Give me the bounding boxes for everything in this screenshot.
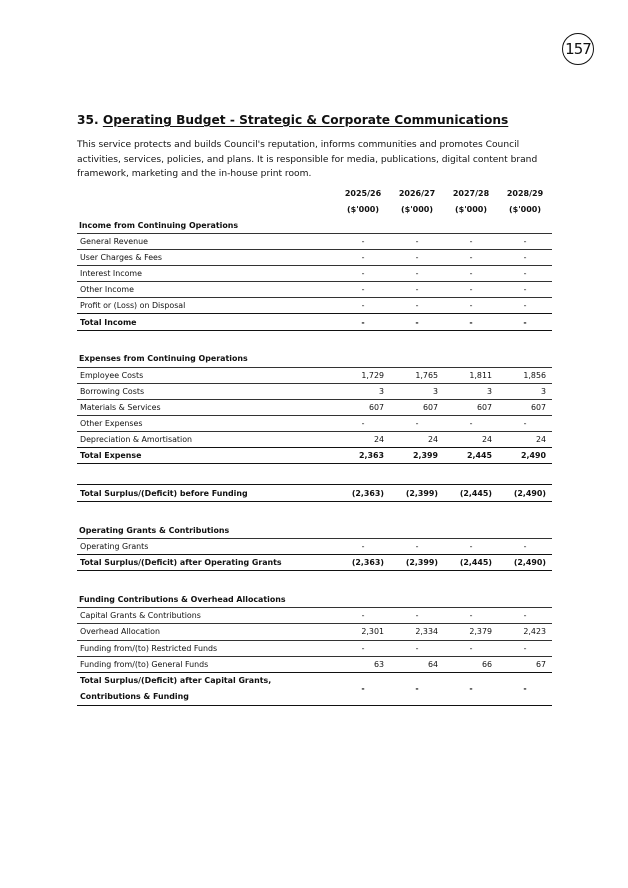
value-cell: -: [498, 266, 552, 282]
section-heading: Income from Continuing Operations: [79, 220, 239, 230]
table-row: [77, 250, 552, 266]
value-cell: 1,765: [390, 367, 444, 383]
column-unit: ($'000): [346, 204, 380, 214]
table-row: [77, 539, 552, 555]
section-number: 35.: [77, 113, 99, 127]
spacer-row: [77, 464, 552, 485]
value-cell: 3: [390, 383, 444, 399]
value-cell: -: [390, 298, 444, 314]
table-row: [77, 234, 552, 250]
value-cell: 24: [336, 431, 390, 447]
value-cell: -: [444, 608, 498, 624]
table-row: [77, 624, 552, 640]
value-cell: 2,423: [498, 624, 552, 640]
section-heading-row: [77, 591, 552, 608]
value-cell: 64: [390, 656, 444, 672]
total-income-row: [77, 314, 552, 330]
value-cell: -: [444, 415, 498, 431]
row-label: Total Expense: [77, 448, 336, 464]
section-title: Operating Budget - Strategic & Corporate Communications: [102, 113, 509, 127]
value-cell: -: [498, 608, 552, 624]
spacer-cell: [77, 502, 552, 523]
value-cell: 2,379: [444, 624, 498, 640]
surplus-after-grants-row: [77, 555, 552, 571]
column-unit: ($'000): [454, 204, 488, 214]
value-cell: -: [498, 539, 552, 555]
spacer-row: [77, 330, 552, 351]
row-label: Capital Grants & Contributions: [77, 608, 336, 624]
value-cell: -: [336, 314, 390, 330]
value-cell: -: [444, 640, 498, 656]
row-label: Employee Costs: [77, 367, 336, 383]
value-cell: -: [444, 672, 498, 705]
row-label: Total Surplus/(Deficit) before Funding: [77, 485, 336, 502]
value-cell: -: [498, 234, 552, 250]
value-cell: -: [444, 250, 498, 266]
table-row: [77, 431, 552, 447]
value-cell: -: [336, 250, 390, 266]
table-row: [77, 266, 552, 282]
table-row: [77, 282, 552, 298]
column-year: 2028/29: [506, 189, 544, 198]
value-cell: 24: [390, 431, 444, 447]
value-cell: -: [336, 608, 390, 624]
row-label: Funding from/(to) Restricted Funds: [77, 640, 336, 656]
row-label: Total Surplus/(Deficit) after Operating Grants: [77, 555, 336, 571]
value-cell: -: [498, 250, 552, 266]
value-cell: -: [390, 234, 444, 250]
section-heading: Expenses from Continuing Operations: [79, 354, 248, 364]
column-year: 2025/26: [344, 189, 382, 198]
row-label: Funding from/(to) General Funds: [77, 656, 336, 672]
value-cell: 3: [498, 383, 552, 399]
value-cell: -: [390, 608, 444, 624]
row-label: Overhead Allocation: [77, 624, 336, 640]
intro-paragraph: This service protects and builds Council's reputation, informs communities and promotes Council activities, services, policies, and plans. It is responsible for media, publications, digital content brand framework, marketing and the in-house print room.: [77, 140, 538, 180]
row-label: Interest Income: [77, 266, 336, 282]
column-year: 2027/28: [452, 189, 490, 198]
column-year: 2026/27: [398, 189, 436, 198]
value-cell: (2,445): [444, 555, 498, 571]
row-label: Other Expenses: [77, 415, 336, 431]
value-cell: -: [444, 266, 498, 282]
row-label: Profit or (Loss) on Disposal: [77, 298, 336, 314]
operating-budget-table: [77, 185, 552, 706]
spacer-row: [77, 571, 552, 592]
value-cell: -: [390, 415, 444, 431]
value-cell: (2,363): [336, 555, 390, 571]
value-cell: -: [336, 234, 390, 250]
value-cell: -: [498, 415, 552, 431]
value-cell: -: [498, 282, 552, 298]
value-cell: 2,363: [336, 448, 390, 464]
total-expense-row: [77, 448, 552, 464]
section-heading-row: [77, 522, 552, 539]
value-cell: 67: [498, 656, 552, 672]
value-cell: 1,811: [444, 367, 498, 383]
value-cell: -: [498, 314, 552, 330]
value-cell: -: [390, 250, 444, 266]
table-row: [77, 367, 552, 383]
value-cell: 1,856: [498, 367, 552, 383]
section-heading-row: [77, 351, 552, 368]
value-cell: -: [444, 282, 498, 298]
table-row: [77, 415, 552, 431]
value-cell: -: [498, 298, 552, 314]
row-label: General Revenue: [77, 234, 336, 250]
value-cell: 607: [498, 399, 552, 415]
value-cell: (2,399): [390, 555, 444, 571]
value-cell: -: [336, 672, 390, 705]
value-cell: 2,334: [390, 624, 444, 640]
surplus-after-funding-row: [77, 672, 552, 705]
value-cell: 607: [444, 399, 498, 415]
value-cell: 2,445: [444, 448, 498, 464]
header-blank: [77, 185, 336, 201]
value-cell: 3: [444, 383, 498, 399]
column-unit: ($'000): [508, 204, 542, 214]
table-row: [77, 608, 552, 624]
section-heading: Funding Contributions & Overhead Allocations: [79, 594, 286, 604]
spacer-cell: [77, 571, 552, 592]
spacer-cell: [77, 464, 552, 485]
table-row: [77, 298, 552, 314]
section-heading: Operating Grants & Contributions: [79, 525, 230, 535]
value-cell: -: [390, 266, 444, 282]
row-label: Other Income: [77, 282, 336, 298]
value-cell: -: [336, 539, 390, 555]
value-cell: -: [336, 415, 390, 431]
value-cell: 66: [444, 656, 498, 672]
value-cell: -: [498, 640, 552, 656]
value-cell: -: [390, 672, 444, 705]
value-cell: (2,445): [444, 485, 498, 502]
row-label: Depreciation & Amortisation: [77, 431, 336, 447]
table-row: [77, 383, 552, 399]
spacer-row: [77, 502, 552, 523]
value-cell: (2,490): [498, 555, 552, 571]
value-cell: 607: [336, 399, 390, 415]
row-label: Borrowing Costs: [77, 383, 336, 399]
table-row: [77, 656, 552, 672]
value-cell: -: [390, 640, 444, 656]
value-cell: 1,729: [336, 367, 390, 383]
surplus-before-funding-row: [77, 485, 552, 502]
value-cell: -: [444, 539, 498, 555]
section-heading-row: [77, 217, 552, 234]
value-cell: -: [336, 282, 390, 298]
page-title: [77, 113, 508, 127]
value-cell: 24: [444, 431, 498, 447]
row-label: Materials & Services: [77, 399, 336, 415]
unit-header-row: [77, 201, 552, 217]
value-cell: 63: [336, 656, 390, 672]
budget-table-body: [77, 185, 552, 705]
value-cell: (2,399): [390, 485, 444, 502]
value-cell: 607: [390, 399, 444, 415]
column-unit: ($'000): [400, 204, 434, 214]
value-cell: -: [336, 640, 390, 656]
value-cell: (2,490): [498, 485, 552, 502]
value-cell: -: [444, 314, 498, 330]
value-cell: 3: [336, 383, 390, 399]
row-label: Operating Grants: [77, 539, 336, 555]
page-number: 157: [562, 33, 594, 65]
value-cell: -: [336, 266, 390, 282]
value-cell: 24: [498, 431, 552, 447]
row-label: Total Surplus/(Deficit) after Capital Grants, Contributions & Funding: [77, 672, 336, 705]
value-cell: -: [390, 282, 444, 298]
value-cell: 2,490: [498, 448, 552, 464]
header-blank: [77, 201, 336, 217]
spacer-cell: [77, 330, 552, 351]
table-row: [77, 640, 552, 656]
value-cell: -: [390, 314, 444, 330]
value-cell: -: [336, 298, 390, 314]
row-label: User Charges & Fees: [77, 250, 336, 266]
value-cell: -: [498, 672, 552, 705]
row-label: Total Income: [77, 314, 336, 330]
value-cell: -: [390, 539, 444, 555]
value-cell: -: [444, 234, 498, 250]
value-cell: (2,363): [336, 485, 390, 502]
value-cell: 2,301: [336, 624, 390, 640]
year-header-row: [77, 185, 552, 201]
value-cell: 2,399: [390, 448, 444, 464]
value-cell: -: [444, 298, 498, 314]
table-row: [77, 399, 552, 415]
